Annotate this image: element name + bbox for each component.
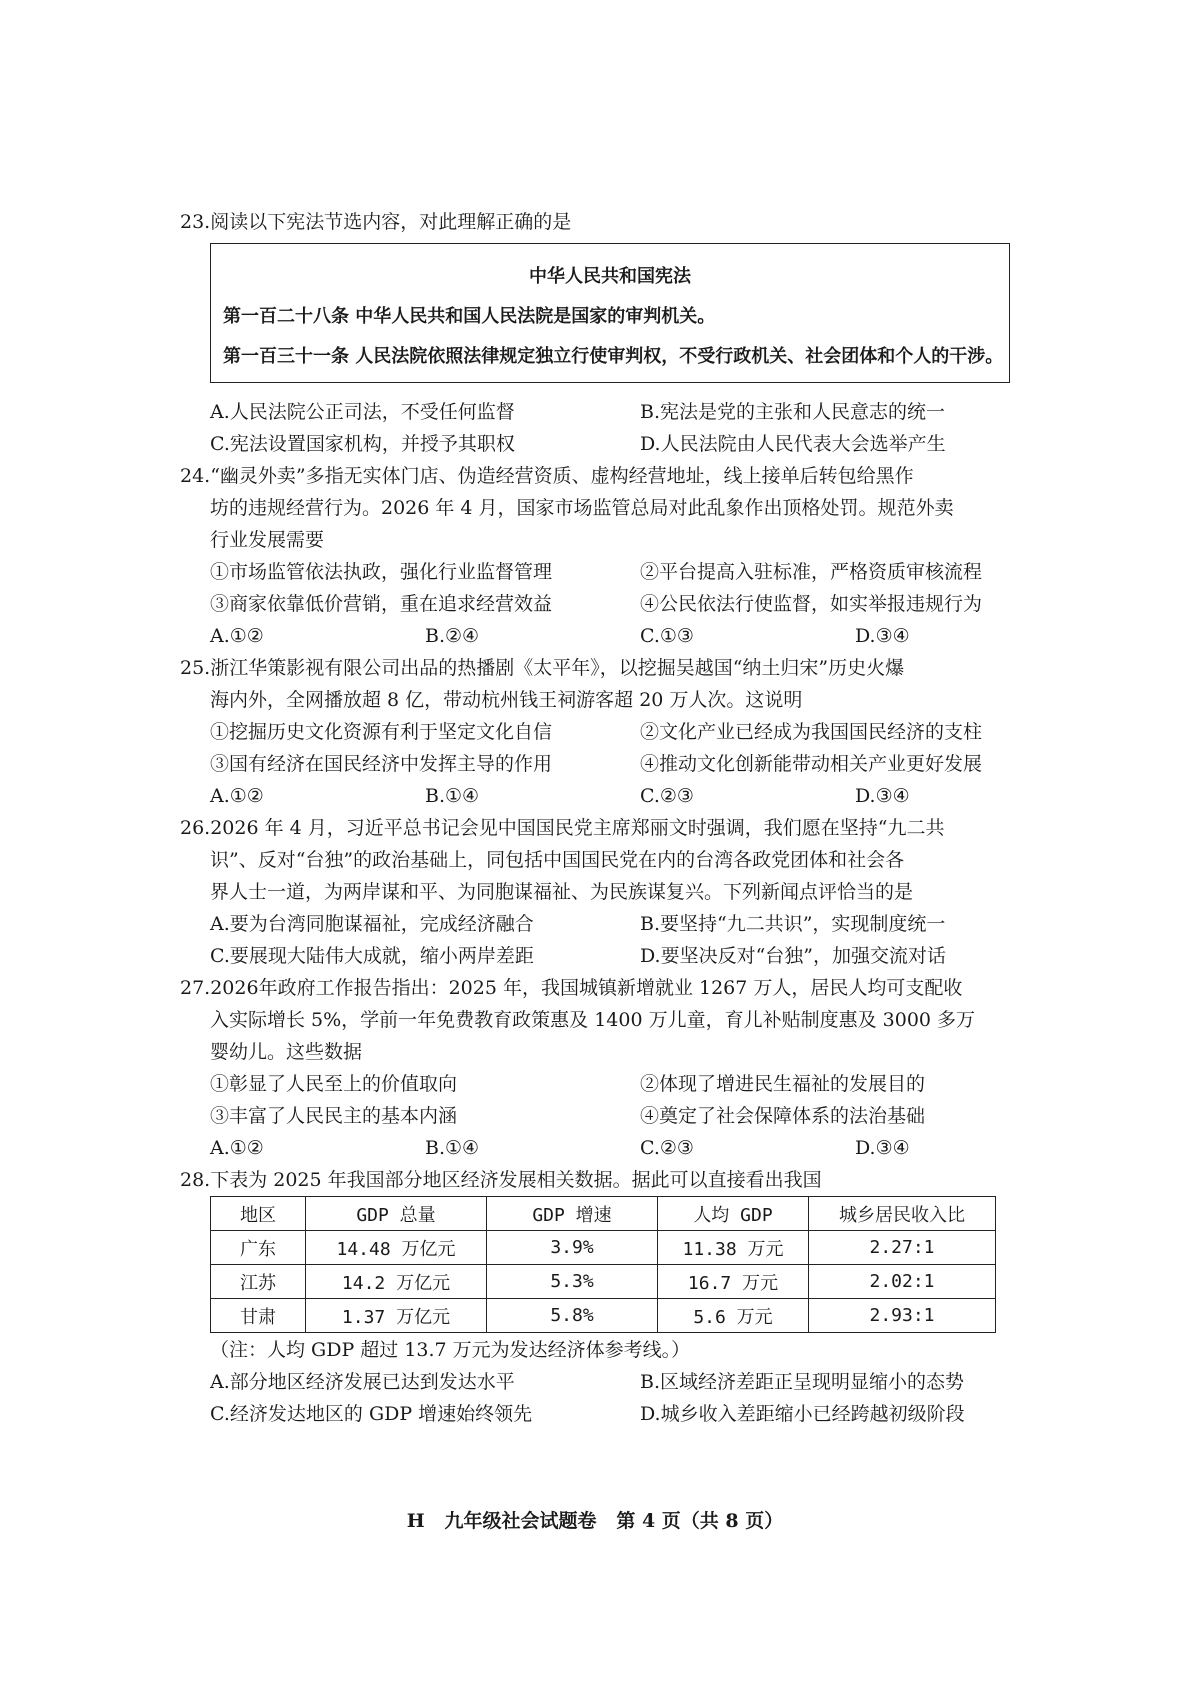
- table-cell: 16.7 万元: [658, 1265, 809, 1299]
- q23-option-c: C.宪法设置国家机构，并授予其职权: [210, 433, 515, 455]
- q27-option-b: B.①④: [425, 1137, 480, 1159]
- q25-option-b: B.①④: [425, 785, 480, 807]
- q27-item-3: ③丰富了人民民主的基本内涵: [210, 1105, 458, 1127]
- table-cell: 3.9%: [487, 1231, 658, 1265]
- q27-option-d: D.③④: [855, 1137, 910, 1159]
- table-cell: 2.02:1: [809, 1265, 996, 1299]
- q23-option-d: D.人民法院由人民代表大会选举产生: [640, 433, 946, 455]
- excerpt-title: 中华人民共和国宪法: [529, 266, 691, 287]
- q25-stem-line2: 海内外，全网播放超 8 亿，带动杭州钱王祠游客超 20 万人次。这说明: [210, 689, 803, 711]
- q26-stem-line3: 界人士一道，为两岸谋和平、为同胞谋福祉、为民族谋复兴。下列新闻点评恰当的是: [210, 881, 914, 903]
- q27-item-4: ④奠定了社会保障体系的法治基础: [640, 1105, 926, 1127]
- q26-option-d: D.要坚决反对“台独”，加强交流对话: [640, 945, 947, 967]
- table-cell: 5.6 万元: [658, 1299, 809, 1333]
- q23-option-a: A.人民法院公正司法，不受任何监督: [210, 401, 515, 423]
- q24-item-4: ④公民依法行使监督，如实举报违规行为: [640, 593, 983, 615]
- q25-item-3: ③国有经济在国民经济中发挥主导的作用: [210, 753, 553, 775]
- table-header: 人均 GDP: [658, 1197, 809, 1231]
- q24-item-2: ②平台提高入驻标准，严格资质审核流程: [640, 561, 983, 583]
- q24-item-3: ③商家依靠低价营销，重在追求经营效益: [210, 593, 553, 615]
- q24-option-b: B.②④: [425, 625, 480, 647]
- q25-item-1: ①挖掘历史文化资源有利于坚定文化自信: [210, 721, 553, 743]
- table-cell: 5.8%: [487, 1299, 658, 1333]
- q26-option-a: A.要为台湾同胞谋福祉，完成经济融合: [210, 913, 534, 935]
- q27-option-c: C.②③: [640, 1137, 694, 1159]
- q24-option-d: D.③④: [855, 625, 910, 647]
- table-cell: 甘肃: [211, 1299, 306, 1333]
- table-row: [211, 1265, 996, 1299]
- table-cell: 2.93:1: [809, 1299, 996, 1333]
- q28-option-b: B.区域经济差距正呈现明显缩小的态势: [640, 1371, 965, 1393]
- q25-item-4: ④推动文化创新能带动相关产业更好发展: [640, 753, 983, 775]
- q28-stem: 28.下表为 2025 年我国部分地区经济发展相关数据。据此可以直接看出我国: [180, 1169, 822, 1191]
- table-cell: 5.3%: [487, 1265, 658, 1299]
- q27-stem-line1: 27.2026年政府工作报告指出：2025 年，我国城镇新增就业 1267 万人，居民人均可支配收: [180, 977, 963, 999]
- table-cell: 2.27:1: [809, 1231, 996, 1265]
- table-header-row: [211, 1197, 996, 1231]
- q26-option-b: B.要坚持“九二共识”，实现制度统一: [640, 913, 946, 935]
- table-cell: 11.38 万元: [658, 1231, 809, 1265]
- q25-stem-line1: 25.浙江华策影视有限公司出品的热播剧《太平年》，以挖掘吴越国“纳土归宋”历史火爆: [180, 657, 905, 679]
- article-131: 第一百三十一条 人民法院依照法律规定独立行使审判权，不受行政机关、社会团体和个人的干涉。: [223, 346, 1004, 367]
- q24-stem-line1: 24.“幽灵外卖”多指无实体门店、伪造经营资质、虚构经营地址，线上接单后转包给黑作: [180, 465, 914, 487]
- table-header: GDP 总量: [306, 1197, 487, 1231]
- q27-item-1: ①彰显了人民至上的价值取向: [210, 1073, 458, 1095]
- article-128: 第一百二十八条 中华人民共和国人民法院是国家的审判机关。: [223, 306, 716, 327]
- constitution-excerpt-box: [210, 243, 1010, 383]
- q26-option-c: C.要展现大陆伟大成就，缩小两岸差距: [210, 945, 534, 967]
- q28-option-a: A.部分地区经济发展已达到发达水平: [210, 1371, 515, 1393]
- table-header: 地区: [211, 1197, 306, 1231]
- q25-option-c: C.②③: [640, 785, 694, 807]
- table-header: 城乡居民收入比: [809, 1197, 996, 1231]
- q23-stem: 23.阅读以下宪法节选内容，对此理解正确的是: [180, 211, 572, 233]
- q24-option-a: A.①②: [210, 625, 264, 647]
- q24-item-1: ①市场监管依法执政，强化行业监督管理: [210, 561, 553, 583]
- table-cell: 江苏: [211, 1265, 306, 1299]
- q23-option-b: B.宪法是党的主张和人民意志的统一: [640, 401, 946, 423]
- q25-option-a: A.①②: [210, 785, 264, 807]
- table-header: GDP 增速: [487, 1197, 658, 1231]
- q27-stem-line3: 婴幼儿。这些数据: [210, 1041, 363, 1063]
- table-cell: 1.37 万亿元: [306, 1299, 487, 1333]
- q25-option-d: D.③④: [855, 785, 910, 807]
- q24-stem-line2: 坊的违规经营行为。2026 年 4 月，国家市场监管总局对此乱象作出顶格处罚。规范外卖: [210, 497, 954, 519]
- q27-stem-line2: 入实际增长 5%，学前一年免费教育政策惠及 1400 万儿童，育儿补贴制度惠及 3000 多万: [210, 1009, 976, 1031]
- q24-stem-line3: 行业发展需要: [210, 529, 325, 551]
- table-row: [211, 1299, 996, 1333]
- table-cell: 14.2 万亿元: [306, 1265, 487, 1299]
- q27-option-a: A.①②: [210, 1137, 264, 1159]
- page-footer: H 九年级社会试题卷 第 4 页（共 8 页）: [406, 1510, 784, 1532]
- table-row: [211, 1231, 996, 1265]
- table-cell: 14.48 万亿元: [306, 1231, 487, 1265]
- q28-option-c: C.经济发达地区的 GDP 增速始终领先: [210, 1403, 533, 1425]
- q25-item-2: ②文化产业已经成为我国国民经济的支柱: [640, 721, 983, 743]
- q24-option-c: C.①③: [640, 625, 694, 647]
- q27-item-2: ②体现了增进民生福祉的发展目的: [640, 1073, 926, 1095]
- table-cell: 广东: [211, 1231, 306, 1265]
- economic-data-table: [210, 1196, 996, 1333]
- table-note: （注：人均 GDP 超过 13.7 万元为发达经济体参考线。）: [210, 1339, 691, 1361]
- q26-stem-line2: 识”、反对“台独”的政治基础上，同包括中国国民党在内的台湾各政党团体和社会各: [210, 849, 905, 871]
- q28-option-d: D.城乡收入差距缩小已经跨越初级阶段: [640, 1403, 965, 1425]
- q26-stem-line1: 26.2026 年 4 月，习近平总书记会见中国国民党主席郑丽文时强调，我们愿在坚持“九二共: [180, 817, 945, 839]
